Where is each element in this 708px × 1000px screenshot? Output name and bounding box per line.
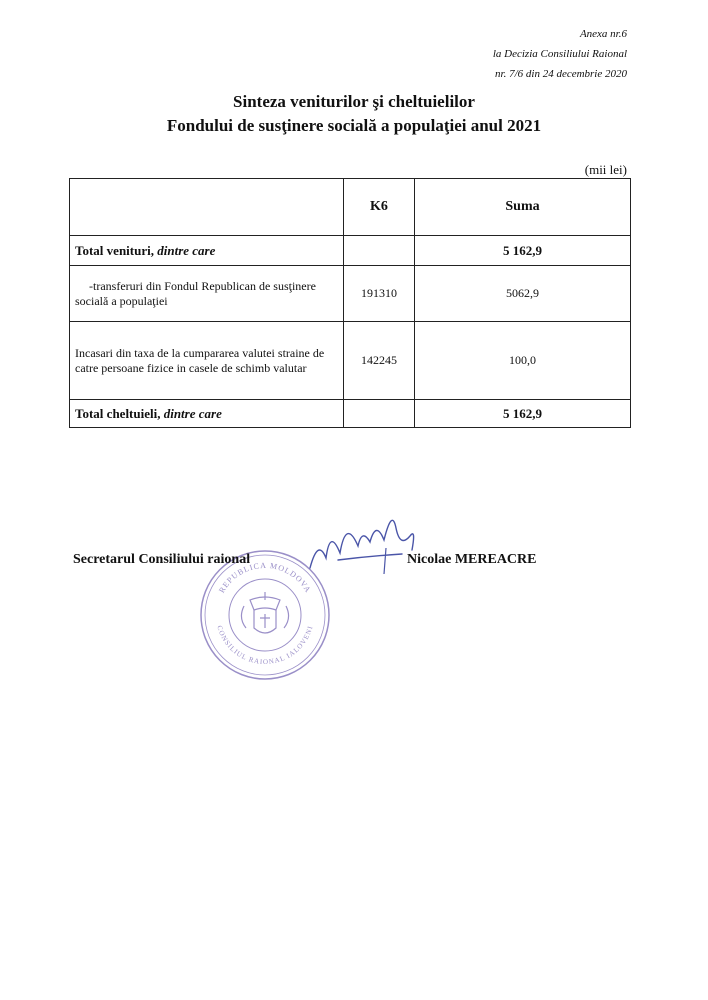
row-sum: 5062,9: [415, 266, 631, 322]
signatory-name: Nicolae MEREACRE: [407, 552, 537, 567]
row-code: 191310: [344, 266, 415, 322]
signatory-role: Secretarul Consiliului raional: [73, 552, 251, 567]
row-label: -transferuri din Fondul Republican de susţinere socială a populaţiei: [70, 266, 344, 322]
seal-text-top: REPUBLICA MOLDOVA: [217, 560, 313, 595]
budget-table: [69, 178, 631, 428]
annex-number: Anexa nr.6: [579, 28, 627, 40]
table-row: [70, 266, 631, 322]
table-row: [70, 322, 631, 400]
annex-date: nr. 7/6 din 24 decembrie 2020: [495, 68, 627, 80]
row-label-bold: Total cheltuieli,: [75, 405, 164, 421]
annex-decision: la Decizia Consiliului Raional: [492, 48, 627, 60]
title-line-2: Fondului de susţinere socială a populaţiei anul 2021: [166, 116, 542, 135]
header-suma: Suma: [415, 179, 631, 236]
annex-reference: [493, 24, 627, 84]
row-sum: 5 162,9: [415, 236, 631, 266]
row-code: [344, 400, 415, 428]
document-title: [0, 90, 708, 138]
row-sum: 5 162,9: [415, 400, 631, 428]
table-header-row: [70, 179, 631, 236]
svg-text:CONSILIUL RAIONAL IALOVENI: [215, 624, 314, 666]
table-row: [70, 400, 631, 428]
table-row: [70, 236, 631, 266]
seal-text-bottom: CONSILIUL RAIONAL IALOVENI: [215, 624, 315, 667]
row-label-bold: Total venituri,: [75, 242, 158, 258]
row-sum: 100,0: [415, 322, 631, 400]
header-blank: [70, 179, 344, 236]
row-label: [70, 400, 344, 428]
title-line-1: Sinteza veniturilor şi cheltuielilor: [233, 92, 475, 111]
header-k6: K6: [344, 179, 415, 236]
row-label: [70, 236, 344, 266]
row-code: 142245: [344, 322, 415, 400]
row-label-italic: dintre care: [157, 242, 216, 258]
row-label-italic: dintre care: [163, 405, 222, 421]
row-code: [344, 236, 415, 266]
unit-label: (mii lei): [584, 162, 627, 177]
row-label: Incasari din taxa de la cumpararea valutei straine de catre persoane fizice in casele de schimb valutar: [70, 322, 344, 400]
